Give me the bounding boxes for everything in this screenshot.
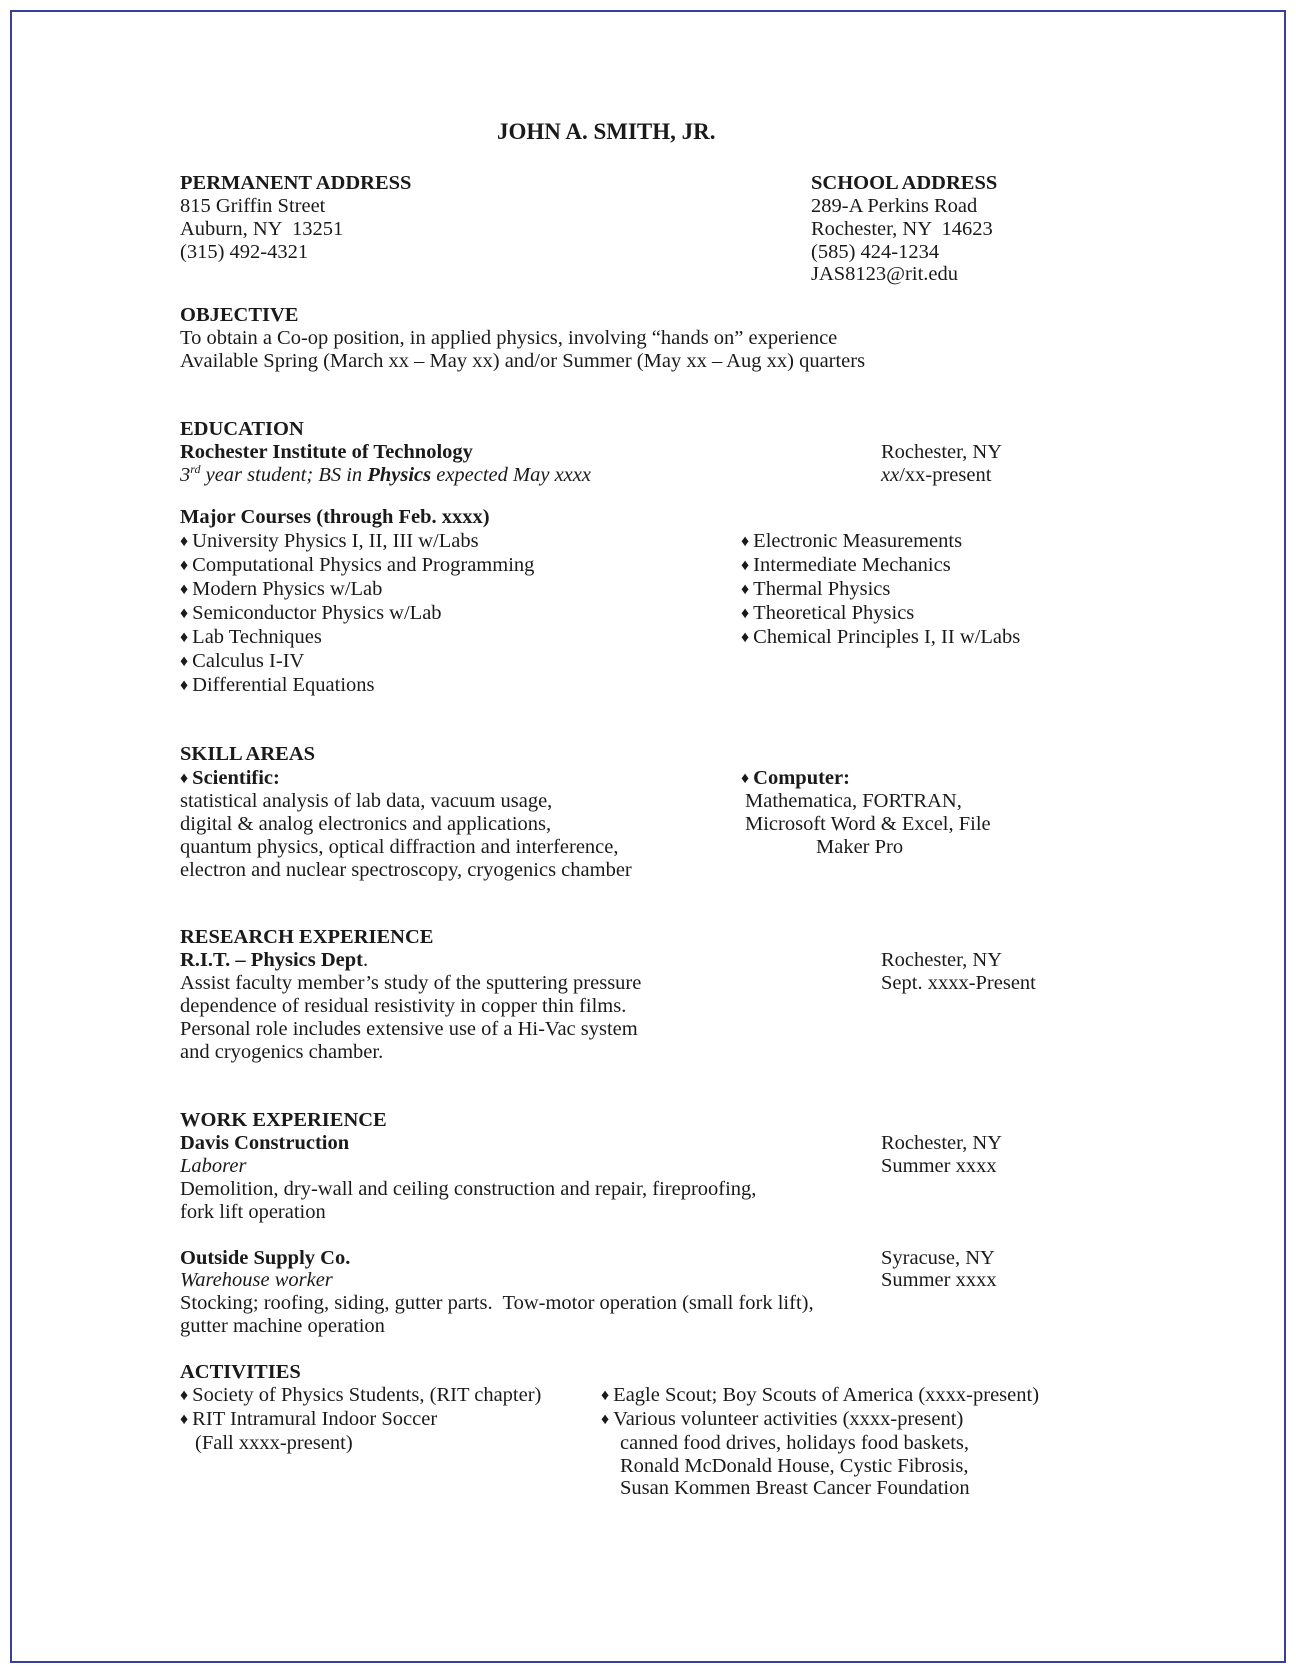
education-year-sup: rd — [190, 462, 201, 477]
education-year-num: 3 — [180, 464, 191, 486]
course-item: ♦ Modern Physics w/Lab — [180, 578, 383, 600]
resume-name: JOHN A. SMITH, JR. — [497, 119, 716, 144]
research-line: and cryogenics chamber. — [180, 1041, 384, 1063]
job-location: Syracuse, NY — [881, 1247, 995, 1269]
objective-heading: OBJECTIVE — [180, 304, 299, 326]
school-address-heading: SCHOOL ADDRESS — [811, 172, 998, 194]
activities-heading: ACTIVITIES — [180, 1361, 301, 1383]
activity-item: ♦ Various volunteer activities (xxxx-present) — [601, 1408, 964, 1430]
job-company: Davis Construction — [180, 1132, 350, 1154]
job-description-line: fork lift operation — [180, 1201, 326, 1223]
activity-continuation: canned food drives, holidays food baskets, — [620, 1432, 969, 1454]
education-school: Rochester Institute of Technology — [180, 441, 473, 463]
diamond-bullet-icon: ♦ — [741, 533, 750, 550]
job-location: Rochester, NY — [881, 1132, 1003, 1154]
research-line: Assist faculty member’s study of the sputtering pressure — [180, 972, 642, 994]
activity-item: ♦ RIT Intramural Indoor Soccer — [180, 1408, 438, 1430]
permanent-street: 815 Griffin Street — [180, 195, 326, 217]
school-street: 289-A Perkins Road — [811, 195, 978, 217]
course-item: ♦ Computational Physics and Programming — [180, 554, 535, 576]
objective-line-1: To obtain a Co-op position, in applied physics, involving “hands on” experience — [180, 327, 838, 349]
job-title: Warehouse worker — [180, 1269, 333, 1291]
diamond-bullet-icon: ♦ — [180, 629, 189, 646]
diamond-bullet-icon: ♦ — [180, 770, 189, 787]
job-company: Outside Supply Co. — [180, 1247, 351, 1269]
course-item: ♦ Semiconductor Physics w/Lab — [180, 602, 442, 624]
courses-heading: Major Courses (through Feb. xxxx) — [180, 506, 490, 528]
research-line: dependence of residual resistivity in copper thin films. — [180, 995, 627, 1017]
skills-scientific-line: digital & analog electronics and applications, — [180, 813, 552, 835]
school-phone: (585) 424-1234 — [811, 241, 940, 263]
job-description-line: gutter machine operation — [180, 1315, 385, 1337]
skills-computer-line: Microsoft Word & Excel, File — [745, 813, 991, 835]
diamond-bullet-icon: ♦ — [741, 605, 750, 622]
skills-computer-line: Mathematica, FORTRAN, — [745, 790, 962, 812]
objective-line-2: Available Spring (March xx – May xx) and/or Summer (May xx – Aug xx) quarters — [180, 350, 866, 372]
education-dates-b: /xx-present — [899, 464, 992, 486]
job-dates: Summer xxxx — [881, 1155, 997, 1177]
course-item: ♦ Lab Techniques — [180, 626, 322, 648]
education-degree-c: expected May xxxx — [431, 464, 591, 486]
course-item: ♦ University Physics I, II, III w/Labs — [180, 530, 479, 552]
activity-item: ♦ Society of Physics Students, (RIT chapter) — [180, 1384, 542, 1406]
activity-continuation: (Fall xxxx-present) — [195, 1432, 353, 1454]
work-heading: WORK EXPERIENCE — [180, 1109, 387, 1131]
course-item: ♦ Chemical Principles I, II w/Labs — [741, 626, 1021, 648]
skills-scientific-line: quantum physics, optical diffraction and interference, — [180, 836, 619, 858]
course-item: ♦ Intermediate Mechanics — [741, 554, 951, 576]
skills-computer-label: ♦ Computer: — [741, 767, 850, 789]
course-item: ♦ Differential Equations — [180, 674, 375, 696]
diamond-bullet-icon: ♦ — [180, 653, 189, 670]
activity-item: ♦ Eagle Scout; Boy Scouts of America (xxxx-present) — [601, 1384, 1040, 1406]
diamond-bullet-icon: ♦ — [741, 581, 750, 598]
diamond-bullet-icon: ♦ — [180, 1411, 189, 1428]
course-item: ♦ Calculus I-IV — [180, 650, 305, 672]
education-location: Rochester, NY — [881, 441, 1003, 463]
skills-heading: SKILL AREAS — [180, 743, 316, 765]
skills-computer-line: Maker Pro — [816, 836, 904, 858]
education-dates — [881, 463, 991, 487]
diamond-bullet-icon: ♦ — [601, 1387, 610, 1404]
diamond-bullet-icon: ♦ — [601, 1411, 610, 1428]
job-description-line: Demolition, dry-wall and ceiling construction and repair, fireproofing, — [180, 1178, 757, 1200]
education-degree — [180, 463, 591, 487]
job-dates: Summer xxxx — [881, 1269, 997, 1291]
skills-scientific-label: ♦ Scientific: — [180, 767, 280, 789]
skills-scientific-line: statistical analysis of lab data, vacuum usage, — [180, 790, 553, 812]
diamond-bullet-icon: ♦ — [180, 581, 189, 598]
diamond-bullet-icon: ♦ — [180, 1387, 189, 1404]
job-description-line: Stocking; roofing, siding, gutter parts. Tow-motor operation (small fork lift), — [180, 1292, 814, 1314]
activity-continuation: Ronald McDonald House, Cystic Fibrosis, — [620, 1455, 969, 1477]
diamond-bullet-icon: ♦ — [180, 557, 189, 574]
activity-continuation: Susan Kommen Breast Cancer Foundation — [620, 1477, 970, 1499]
diamond-bullet-icon: ♦ — [741, 770, 750, 787]
research-dates: Sept. xxxx-Present — [881, 972, 1036, 994]
diamond-bullet-icon: ♦ — [180, 533, 189, 550]
school-email: JAS8123@rit.edu — [811, 263, 959, 285]
diamond-bullet-icon: ♦ — [180, 605, 189, 622]
permanent-phone: (315) 492-4321 — [180, 241, 309, 263]
diamond-bullet-icon: ♦ — [741, 629, 750, 646]
course-item: ♦ Electronic Measurements — [741, 530, 963, 552]
course-item: ♦ Thermal Physics — [741, 578, 891, 600]
diamond-bullet-icon: ♦ — [741, 557, 750, 574]
education-heading: EDUCATION — [180, 418, 304, 440]
job-title: Laborer — [180, 1155, 247, 1177]
education-degree-a: year student; BS in — [200, 464, 368, 486]
research-org: R.I.T. – Physics Dept. — [180, 949, 369, 971]
education-dates-a: xx — [881, 464, 900, 486]
diamond-bullet-icon: ♦ — [180, 677, 189, 694]
skills-scientific-line: electron and nuclear spectroscopy, cryogenics chamber — [180, 859, 632, 881]
education-degree-major: Physics — [367, 464, 432, 486]
school-city: Rochester, NY 14623 — [811, 218, 993, 240]
research-location: Rochester, NY — [881, 949, 1003, 971]
research-line: Personal role includes extensive use of a Hi-Vac system — [180, 1018, 638, 1040]
permanent-address-heading: PERMANENT ADDRESS — [180, 172, 412, 194]
permanent-city: Auburn, NY 13251 — [180, 218, 344, 240]
course-item: ♦ Theoretical Physics — [741, 602, 915, 624]
research-heading: RESEARCH EXPERIENCE — [180, 926, 434, 948]
